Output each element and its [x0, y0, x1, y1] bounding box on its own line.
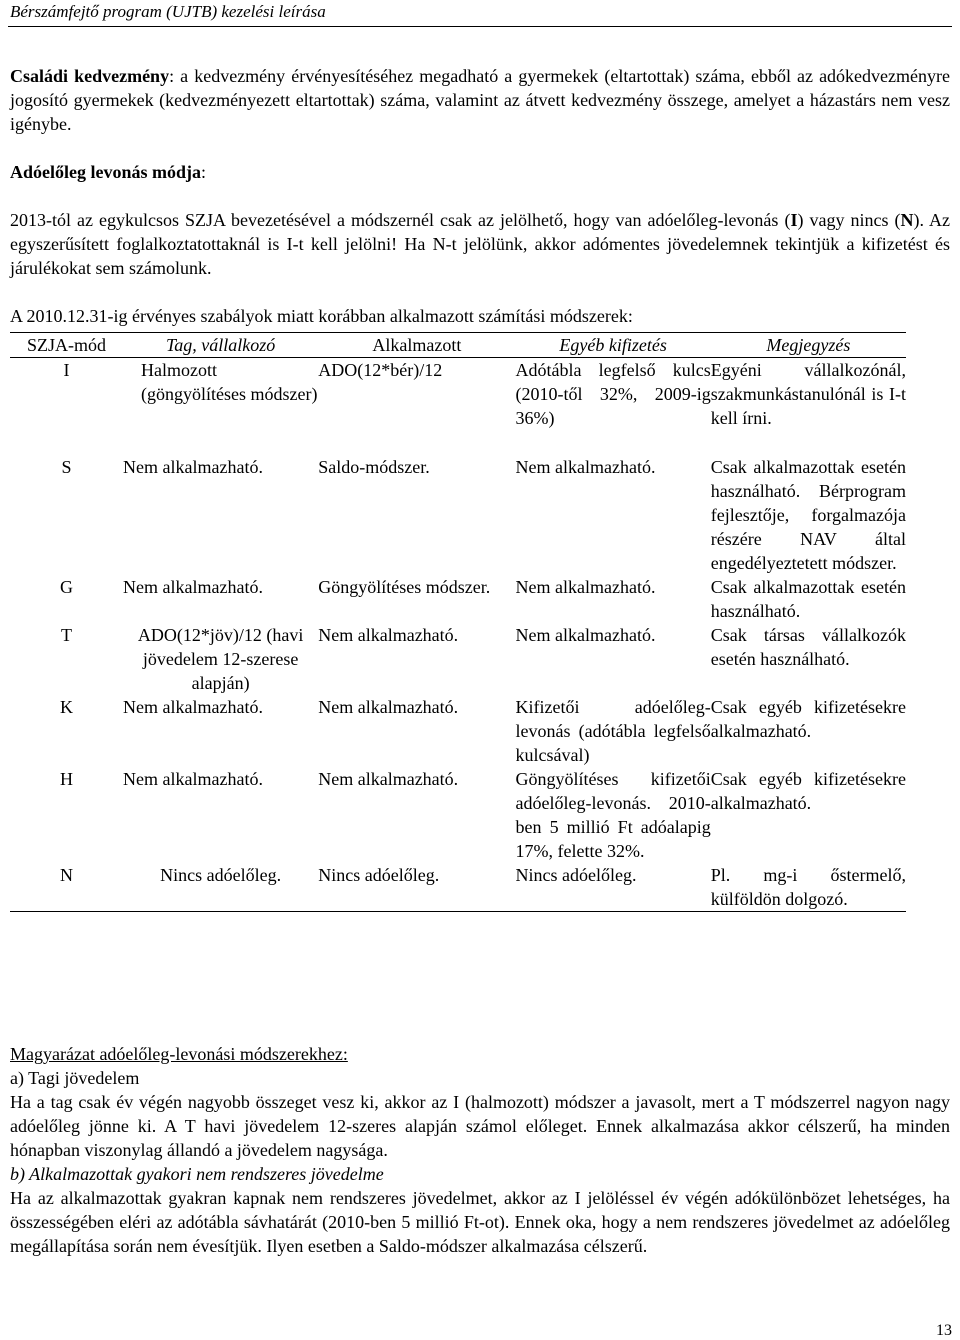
table-header-row	[10, 333, 906, 358]
section-heading	[10, 160, 950, 184]
row-code: I	[63, 360, 70, 380]
explanation-section	[10, 1042, 950, 1258]
cell-note: Csak társas vállalkozók esetén használható.	[710, 624, 906, 669]
table-row	[10, 863, 906, 912]
header-member: Tag, vállalkozó	[123, 333, 318, 358]
cell-member: ADO(12*jöv)/12 (havi jövedelem 12-szerese alapján)	[137, 624, 304, 693]
cell-other: Nincs adóelőleg.	[515, 864, 637, 885]
row-code: H	[60, 768, 73, 789]
cell-member: Halmozott (göngyölítéses módszer)	[141, 360, 318, 404]
subsection-b-text: Ha az alkalmazottak gyakran kapnak nem rendszeres jövedelmet, akkor az I jelöléssel év végén adókülönbözet lehetséges, ha összességében eléri az adótábla sávhatárát (2010-ben 5 millió Ft-ot). Ennek oka, hogy a nem rendszeres jövedelmet az adóelőleg megállapítása során nem évesítjük. Ilyen esetben a Saldo-módszer alkalmazása célszerű.	[10, 1188, 950, 1256]
family-allowance-term: Családi kedvezmény	[10, 66, 170, 86]
row-code: G	[60, 576, 73, 597]
methods-intro: A 2010.12.31-ig érvényes szabályok miatt korábban alkalmazott számítási módszerek:	[10, 306, 633, 326]
header-szja-mode	[10, 333, 123, 358]
cell-other: Göngyölítéses kifizetői adóelőleg-levonás. 2010-ben 5 millió Ft adóalapig 17%, felette 32%.	[515, 768, 711, 861]
szja-paragraph	[10, 208, 950, 280]
szja-text-b: ) vagy nincs (	[797, 210, 901, 230]
table-row	[10, 767, 906, 863]
cell-other: Nem alkalmazható.	[515, 624, 656, 645]
table-row	[10, 623, 906, 695]
subsection-a-text: Ha a tag csak év végén nagyobb összeget vesz ki, akkor az I (halmozott) módszer a javasolt, mert a T módszerrel nagyon nagy adóelőleg jönne ki. A T havi jövedelem 12-szeres alapján számol előleget. Ennek alkalmazása akkor célszerű, ha minden hónapban viszonylag állandó a jövedelem nagysága.	[10, 1092, 950, 1160]
cell-member: Nem alkalmazható.	[123, 768, 263, 789]
cell-note: Csak alkalmazottak esetén használható.	[710, 576, 906, 621]
cell-note: Csak egyéb kifizetésekre alkalmazható.	[710, 696, 906, 741]
cell-member: Nem alkalmazható.	[123, 456, 263, 477]
cell-member: Nincs adóelőleg.	[160, 864, 282, 885]
cell-employee: Göngyölítéses módszer.	[318, 576, 491, 597]
row-code: N	[60, 864, 73, 885]
cell-member: Nem alkalmazható.	[123, 696, 263, 717]
family-allowance-text: : a kedvezmény érvényesítéséhez megadható a gyermekek (eltartottak) száma, ebből az adókedvezményre jogosító gyermekek (kedvezményezett eltartottak) száma, valamint az átvett kedvezmény összege, amelyet a házastárs nem vesz igénybe.	[10, 66, 950, 134]
header-divider	[8, 26, 952, 27]
cell-note: Csak alkalmazottak esetén használható. Bérprogram fejlesztője, forgalmazója részére NAV által engedélyeztetett módszer.	[710, 456, 906, 573]
szja-methods-table	[10, 332, 906, 912]
cell-employee: ADO(12*bér)/12	[318, 360, 443, 380]
cell-other: Adótábla legfelső kulcs (2010-től 32%, 2009-ig 36%)	[515, 360, 711, 428]
row-code: K	[60, 696, 73, 717]
tax-advance-heading: Adóelőleg levonás módja	[10, 162, 201, 182]
cell-other: Nem alkalmazható.	[515, 576, 656, 597]
cell-note: Pl. mg-i őstermelő, külföldön dolgozó.	[710, 864, 906, 909]
cell-note: Csak egyéb kifizetésekre alkalmazható.	[710, 768, 906, 813]
cell-other: Nem alkalmazható.	[515, 456, 656, 477]
header-other-payment: Egyéb kifizetés	[516, 333, 711, 358]
szja-text-a: 2013-tól az egykulcsos SZJA bevezetésével a módszernél csak az jelölhető, hogy van adóelőleg-levonás (	[10, 210, 791, 230]
cell-member: Nem alkalmazható.	[123, 576, 263, 597]
family-allowance-paragraph	[10, 64, 950, 136]
running-header: Bérszámfejtő program (UJTB) kezelési leírása	[10, 2, 326, 21]
heading-colon: :	[201, 162, 207, 182]
table-row	[10, 575, 906, 623]
row-code: T	[61, 624, 72, 645]
table-row	[10, 358, 906, 455]
cell-employee: Nem alkalmazható.	[318, 696, 459, 717]
szja-text-c: ). Az egyszerűsített foglalkoztatottaknál is I-t kell jelölni! Ha N-t jelölünk, akkor adómentes jövedelemnek tekintjük a kifizetést és járulékokat sem számolunk.	[10, 210, 950, 278]
explanation-heading: Magyarázat adóelőleg-levonási módszerekhez:	[10, 1044, 348, 1064]
cell-employee: Nem alkalmazható.	[318, 624, 459, 645]
row-code: S	[61, 456, 72, 477]
cell-note: Egyéni vállalkozónál, szakmunkástanulónál is I-t kell írni.	[710, 360, 906, 428]
table-row	[10, 455, 906, 575]
table-row	[10, 695, 906, 767]
subsection-b-title: b) Alkalmazottak gyakori nem rendszeres jövedelme	[10, 1164, 384, 1184]
cell-other: Kifizetői adóelőleg-levonás (adótábla legfelső kulcsával)	[515, 696, 711, 765]
page-number: 13	[936, 1322, 952, 1339]
szja-code-i: I	[790, 210, 798, 230]
cell-employee: Nem alkalmazható.	[318, 768, 459, 789]
szja-code-n: N	[900, 210, 914, 230]
cell-employee: Nincs adóelőleg.	[318, 864, 440, 885]
cell-employee: Saldo-módszer.	[318, 456, 430, 477]
subsection-a-title: a) Tagi jövedelem	[10, 1068, 140, 1088]
header-note: Megjegyzés	[711, 333, 906, 358]
header-text: SZJA-mód	[27, 335, 107, 355]
header-employee: Alkalmazott	[318, 333, 515, 358]
